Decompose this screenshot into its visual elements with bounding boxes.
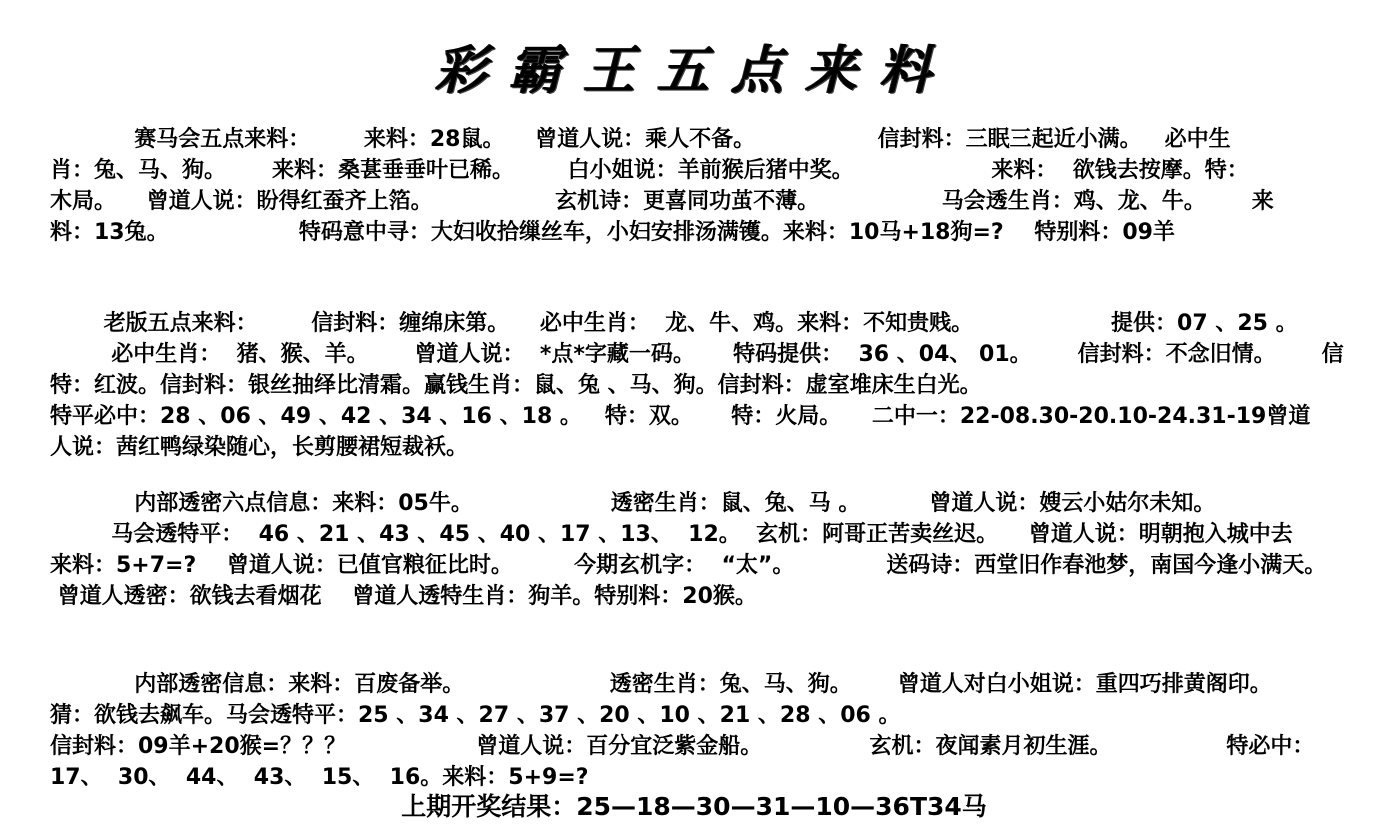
text-line: 特：红波。信封料：银丝抽绎比清霜。赢钱生肖：鼠、兔 、马、狗。信封料：虚室堆床生白光。 xyxy=(50,373,982,398)
text-line: 料：13兔。 特码意中寻：大妇收拾缫丝车，小妇安排汤满镬。来料：10马+18狗=? 特别料：09羊 xyxy=(50,220,1175,245)
text-line: 必中生肖： 猪、猴、羊。 曾道人说： *点*字藏一码。 特码提供： 36 、04、 01。 信封料：不念旧情。 信 xyxy=(50,342,1344,367)
text-line: 信封料：09羊+20猴=？？？ 曾道人说：百分宜泛紫金船。 玄机：夜闻素月初生涯。 特必中： xyxy=(50,734,1315,759)
text-line: 内部透密信息：来料：百废备举。 透密生肖：兔、马、狗。 曾道人对白小姐说：重四巧排黄阁印。 xyxy=(50,672,1272,697)
text-line: 赛马会五点来料： 来料：28鼠。 曾道人说：乘人不备。 信封料：三眠三起近小满。 必中生 xyxy=(50,127,1231,152)
text-line: 猜：欲钱去飙车。马会透特平：25 、34 、27 、37 、20 、10 、21 、28 、06 。 xyxy=(50,703,901,728)
text-line: 马会透特平： 46 、21 、43 、45 、40 、17 、13、 12。 玄机：阿哥正苦卖丝迟。 曾道人说：明朝抱入城中去 xyxy=(50,522,1293,547)
page-title: 彩霸王五点来料 xyxy=(434,40,953,101)
text-line: 老版五点来料： 信封料：缠绵床第。 必中生肖： 龙、牛、鸡。来料：不知贵贱。 提供：07 、25 。 xyxy=(50,311,1298,336)
previous-draw-result: 上期开奖结果：25—18—30—31—10—36T34马 xyxy=(401,792,987,821)
text-line: 特平必中：28 、06 、49 、42 、34 、16 、18 。 特：双。 特：火局。 二中一：22-08.30-20.10-24.31-19曾道 xyxy=(50,404,1311,429)
text-line: 肖：兔、马、狗。 来料：桑葚垂垂叶已稀。 白小姐说：羊前猴后猪中奖。 来料： 欲钱去按摩。特： xyxy=(50,158,1249,183)
text-line: 来料：5+7=? 曾道人说：已值官粮征比时。 今期玄机字： “太”。 送码诗：西堂旧作春池梦，南国今逢小满天。 xyxy=(50,553,1327,578)
text-line: 17、 30、 44、 43、 15、 16。来料：5+9=? xyxy=(50,765,589,790)
text-line: 木局。 曾道人说：盼得红蚕齐上箔。 玄机诗：更喜同功茧不薄。 马会透生肖：鸡、龙、牛。 来 xyxy=(50,189,1274,214)
text-line: 内部透密六点信息：来料：05牛。 透密生肖：鼠、兔、马 。 曾道人说：嫂云小姑尔未知。 xyxy=(50,491,1216,516)
text-line: 人说：茜红鸭绿染随心，长剪腰裙短裁袄。 xyxy=(50,435,469,460)
text-line: 曾道人透密：欲钱去看烟花 曾道人透特生肖：狗羊。特别料：20猴。 xyxy=(50,584,757,609)
